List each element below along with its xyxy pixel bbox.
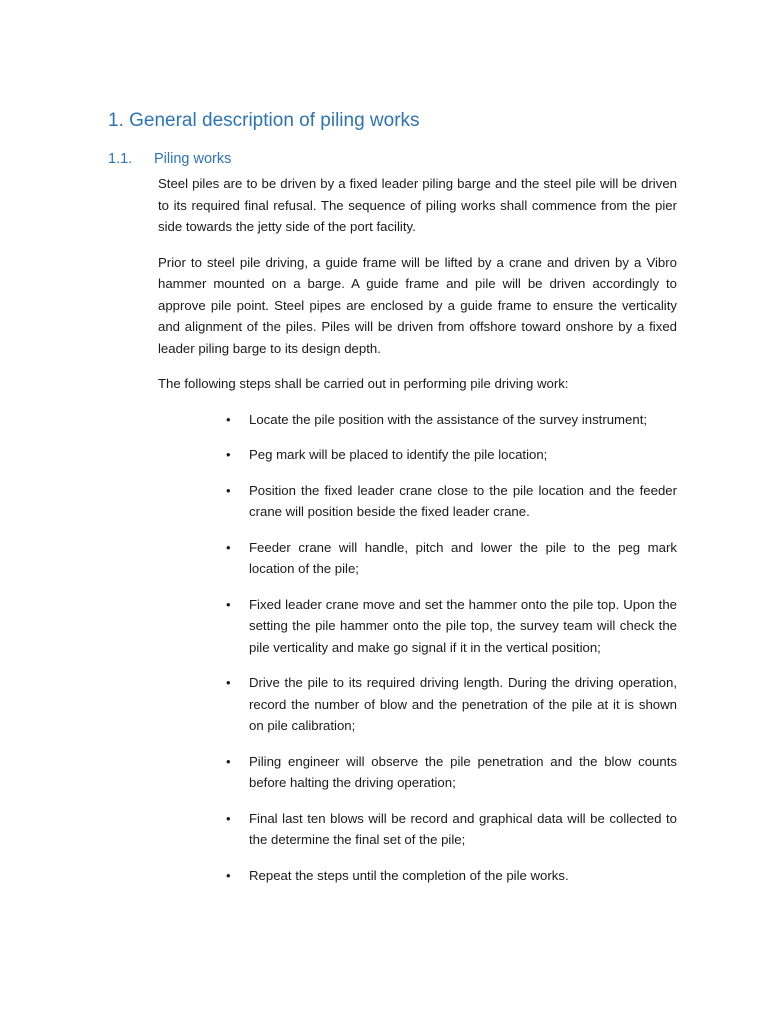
- list-item: [226, 480, 677, 523]
- list-item: [226, 537, 677, 580]
- list-item: [226, 865, 677, 887]
- list-item: [226, 444, 677, 466]
- paragraph-steps-intro: The following steps shall be carried out in performing pile driving work:: [158, 376, 569, 391]
- bullet-icon: •: [226, 447, 231, 462]
- list-item-text: Peg mark will be placed to identify the pile location;: [249, 447, 548, 462]
- list-item-text: Piling engineer will observe the pile penetration and the blow counts before halting the driving operation;: [249, 753, 677, 790]
- bullet-icon: •: [226, 539, 231, 555]
- list-item: [226, 808, 677, 851]
- paragraph: Prior to steel pile driving, a guide frame will be lifted by a crane and driven by a Vibro hammer mounted on a barge. A guide frame and pile will be driven accordingly to approve pile point. Steel pipes are enclosed by a guide frame to ensure the verticality and alignment of the piles. Piles will be driven from offshore toward onshore by a fixed leader piling barge to its design depth.: [158, 254, 677, 356]
- bullet-icon: •: [226, 810, 231, 826]
- list-item: [226, 751, 677, 794]
- bullet-icon: •: [226, 482, 231, 498]
- list-item-text: Position the fixed leader crane close to the pile location and the feeder crane will position beside the fixed leader crane.: [249, 482, 677, 519]
- steps-list: [158, 409, 677, 887]
- list-item-text: Final last ten blows will be record and graphical data will be collected to the determine the final set of the pile;: [249, 810, 677, 847]
- bullet-icon: •: [226, 596, 231, 612]
- bullet-icon: •: [226, 867, 231, 883]
- bullet-icon: •: [226, 753, 231, 769]
- section-heading: 1. General description of piling works: [108, 110, 420, 131]
- list-item-text: Fixed leader crane move and set the hammer onto the pile top. Upon the setting the pile hammer onto the pile top, the survey team will check the pile verticality and make go signal if it in the vertical position;: [249, 596, 677, 655]
- list-item-text: Drive the pile to its required driving length. During the driving operation, record the number of blow and the penetration of the pile at it is shown on pile calibration;: [249, 675, 677, 733]
- list-item: [226, 594, 677, 659]
- list-item-text: Feeder crane will handle, pitch and lower the pile to the peg mark location of the pile;: [249, 539, 677, 576]
- section-body: [158, 173, 677, 900]
- list-item-text: Locate the pile position with the assistance of the survey instrument;: [249, 411, 648, 427]
- subsection-heading: [108, 151, 231, 167]
- bullet-icon: •: [226, 675, 231, 690]
- list-item-text: Repeat the steps until the completion of the pile works.: [249, 867, 569, 883]
- list-item: [226, 409, 677, 431]
- list-item: [226, 672, 677, 737]
- bullet-icon: •: [226, 411, 231, 427]
- paragraph: Steel piles are to be driven by a fixed leader piling barge and the steel pile will be driven to its required final refusal. The sequence of piling works shall commence from the pier side towards the jetty side of the port facility.: [158, 176, 677, 234]
- subsection-number: 1.1.: [108, 151, 133, 167]
- subsection-title: Piling works: [154, 151, 232, 167]
